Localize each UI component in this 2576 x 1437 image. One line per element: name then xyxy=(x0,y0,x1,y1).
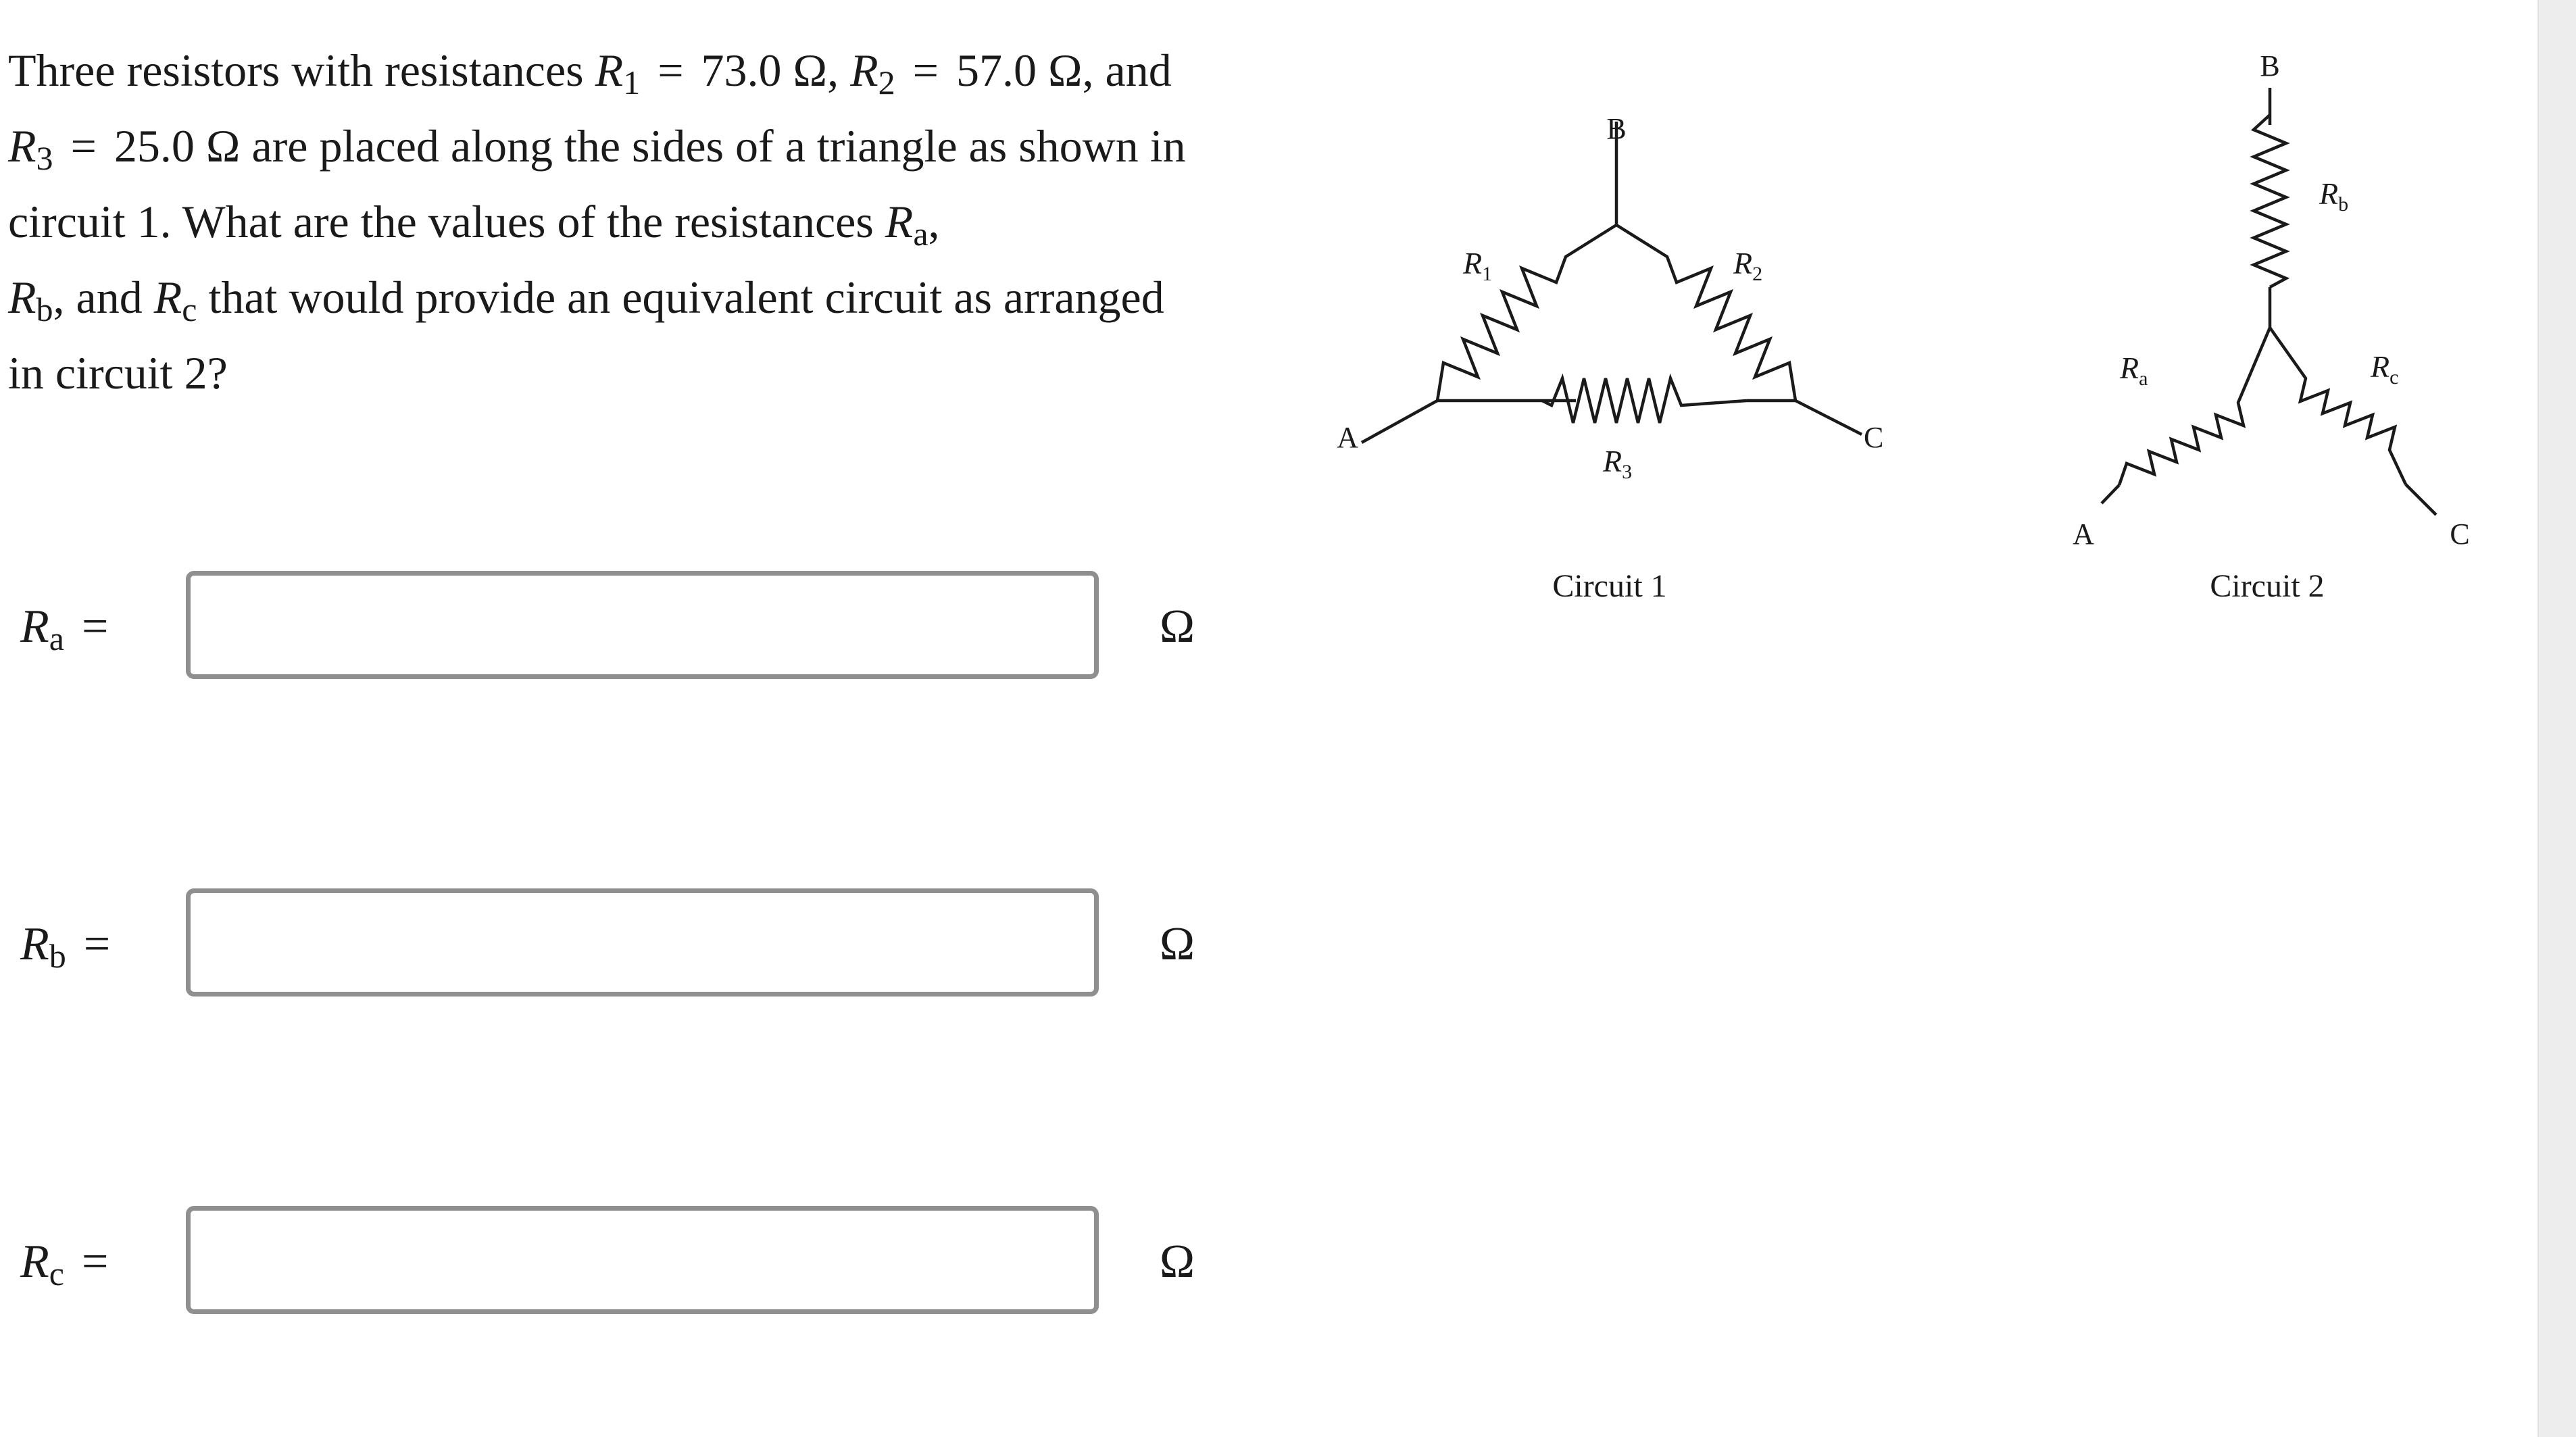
answer-label-rb xyxy=(20,918,111,975)
circuit2-node-b: B xyxy=(2260,49,2280,82)
answer-subscript: a xyxy=(49,620,64,657)
r1-value: 73.0 Ω, xyxy=(701,45,839,96)
circuit2-caption: Circuit 2 xyxy=(2210,568,2325,604)
label-subscript: 3 xyxy=(1622,461,1633,483)
circuit1-label-r3 xyxy=(1602,444,1632,483)
label-symbol: R xyxy=(2319,176,2339,211)
circuit1-node-b: B xyxy=(1606,112,1627,145)
ra-subscript: a xyxy=(913,215,928,253)
equals-sign: = xyxy=(70,120,97,172)
separator: , xyxy=(928,196,940,247)
question-body: are placed along the sides of a triangle as shown in circuit 1. What are the values of the resistances xyxy=(8,120,1186,247)
answer-row-rb xyxy=(0,888,1237,1003)
circuit1-wires xyxy=(1362,122,1862,443)
equals-sign: = xyxy=(81,601,109,653)
resistor-rb xyxy=(2254,115,2286,287)
ohm-unit: Ω xyxy=(1160,1236,1195,1288)
ra-symbol: R xyxy=(885,196,914,247)
and-text: and xyxy=(1105,45,1172,96)
equals-sign: = xyxy=(83,918,111,970)
resistor-ra xyxy=(2119,328,2270,485)
rc-subscript: c xyxy=(182,291,197,328)
label-subscript: 2 xyxy=(1752,263,1763,285)
ohm-unit: Ω xyxy=(1160,918,1195,970)
rc-symbol: R xyxy=(153,272,182,323)
circuit2-label-rc xyxy=(2370,349,2398,388)
rc-input[interactable] xyxy=(186,1206,1099,1314)
question-intro: Three resistors with resistances xyxy=(8,45,584,96)
answer-symbol: R xyxy=(20,1236,49,1288)
label-symbol: R xyxy=(1463,246,1483,280)
circuit1-node-a: A xyxy=(1337,421,1358,454)
circuit2-node-a: A xyxy=(2073,518,2094,551)
r3-subscript: 3 xyxy=(36,139,53,177)
ra-input[interactable] xyxy=(186,571,1099,679)
page-scrollbar-edge xyxy=(2537,0,2576,1437)
circuit2-label-ra xyxy=(2119,351,2148,390)
rb-symbol: R xyxy=(8,272,36,323)
resistor-r2 xyxy=(1616,225,1795,401)
r3-symbol: R xyxy=(8,120,36,172)
circuit1-caption: Circuit 1 xyxy=(1552,568,1667,604)
circuit1-label-r2 xyxy=(1733,246,1762,285)
label-subscript: 1 xyxy=(1482,263,1493,285)
label-symbol: R xyxy=(1603,444,1623,478)
separator: , and xyxy=(53,272,143,323)
answer-subscript: b xyxy=(49,937,66,975)
circuit2-label-rb xyxy=(2319,176,2348,216)
label-symbol: R xyxy=(1733,246,1753,280)
answer-row-rc xyxy=(0,1206,1237,1321)
circuit2-node-c: C xyxy=(2450,518,2470,551)
answer-row-ra xyxy=(0,571,1237,686)
label-subscript: a xyxy=(2139,368,2148,390)
r2-symbol: R xyxy=(850,45,878,96)
equals-sign: = xyxy=(658,45,684,96)
r1-subscript: 1 xyxy=(623,64,641,101)
circuit-diagrams xyxy=(1311,27,2527,669)
answer-label-ra xyxy=(20,601,109,657)
circuit1-label-r1 xyxy=(1462,246,1492,285)
answer-symbol: R xyxy=(20,601,49,653)
r1-symbol: R xyxy=(595,45,624,96)
question-text xyxy=(8,32,1211,411)
rb-subscript: b xyxy=(36,291,53,328)
label-symbol: R xyxy=(2120,351,2139,385)
label-symbol: R xyxy=(2371,349,2390,384)
question-tail: that would provide an equivalent circuit as arranged in circuit 2? xyxy=(8,272,1164,399)
circuit1-node-c: C xyxy=(1864,421,1884,454)
r3-value: 25.0 Ω xyxy=(114,120,241,172)
equals-sign: = xyxy=(912,45,939,96)
answer-label-rc xyxy=(20,1236,109,1292)
rb-input[interactable] xyxy=(186,888,1099,997)
answer-symbol: R xyxy=(20,918,49,970)
equals-sign: = xyxy=(81,1236,109,1288)
r2-subscript: 2 xyxy=(878,64,895,101)
label-subscript: c xyxy=(2389,366,2399,388)
ohm-unit: Ω xyxy=(1160,601,1195,653)
label-subscript: b xyxy=(2338,193,2349,216)
answer-subscript: c xyxy=(49,1255,64,1292)
r2-value: 57.0 Ω, xyxy=(956,45,1094,96)
